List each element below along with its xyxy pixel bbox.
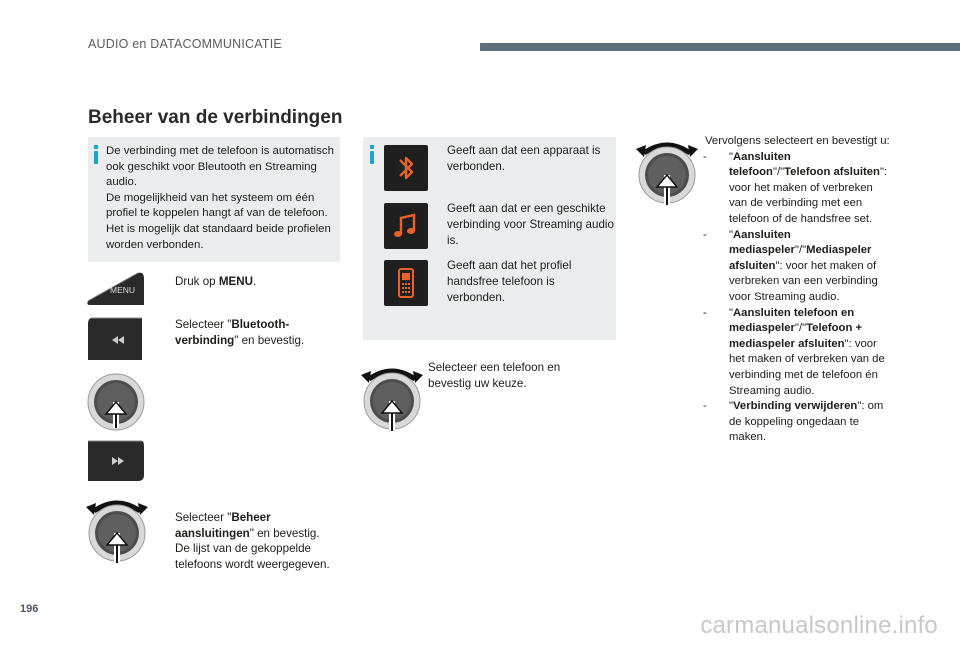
section-header: AUDIO en DATACOMMUNICATIE [88,37,282,51]
step-phone-select-text: Selecteer een telefoon en bevestig uw keuze. [428,361,561,390]
page-title: Beheer van de verbindingen [88,107,343,128]
option-list [703,150,890,446]
music-note-icon [384,203,428,249]
rotary-knob-phone-select[interactable] [359,361,425,433]
rotary-knob-rotate[interactable] [84,493,150,565]
menu-button-label: MENU [110,285,136,295]
header-bar [480,43,960,51]
right-column [705,134,890,446]
legend-text-handsfree: Geeft aan dat het profiel handsfree telefoon is verbonden. [447,259,572,304]
list-item: - "Aansluiten telefoon en mediaspeler"/"Telefoon + mediaspeler afsluiten": voor het maken of verbreken van de verbinding met de telefoon én Streaming audio. [703,306,885,397]
page-number: 196 [20,603,39,615]
info-icon [370,145,374,164]
watermark: carmanualsonline.info [700,612,938,639]
menu-button[interactable] [86,271,146,307]
bluetooth-icon [384,145,428,191]
step-bluetooth-text: Selecteer "Bluetooth-verbinding" en bevestig. [175,318,305,347]
list-item: - "Verbinding verwijderen": om de koppeling ongedaan te maken. [703,400,884,444]
rotary-knob-press[interactable] [86,372,146,432]
info-icon [94,145,98,164]
legend-text-bluetooth: Geeft aan dat een apparaat is verbonden. [447,144,601,173]
step-beheer-text: Selecteer "Beheer aansluitingen" en bevestig. De lijst van de gekoppelde telefoons wordt weergegeven. [175,510,330,572]
knob-rotate-icon [359,361,425,433]
list-item: - "Aansluiten mediaspeler"/"Mediaspeler afsluiten": voor het maken of verbreken van een verbinding voor Streaming audio. [703,228,878,303]
forward-button[interactable] [86,439,146,483]
list-item: - "Aansluiten telefoon"/"Telefoon afsluiten": voor het maken of verbreken van de verbinding met een telefoon of de handsfree set. [703,150,888,225]
knob-rotate-icon [634,135,700,207]
legend-text-streaming: Geeft aan dat er een geschikte verbinding voor Streaming audio is. [447,202,614,247]
step-menu-text: Druk op MENU. [175,275,257,288]
right-intro: Vervolgens selecteert en bevestigt u: [705,135,890,147]
knob-press-icon [86,372,146,432]
info-box-icons [363,137,616,340]
info-text-left: De verbinding met de telefoon is automatisch ook geschikt voor Bleutooth en Streaming audio. De mogelijkheid van het systeem om één profiel te koppelen hangt af van de telefoon. Het is mogelijk dat standaard beide profielen worden verbonden. [106,145,334,251]
mobile-phone-icon [384,260,428,306]
info-box-left [88,137,340,262]
rewind-button[interactable] [86,316,146,362]
knob-rotate-icon [84,493,150,565]
rotary-knob-confirm[interactable] [634,135,700,207]
